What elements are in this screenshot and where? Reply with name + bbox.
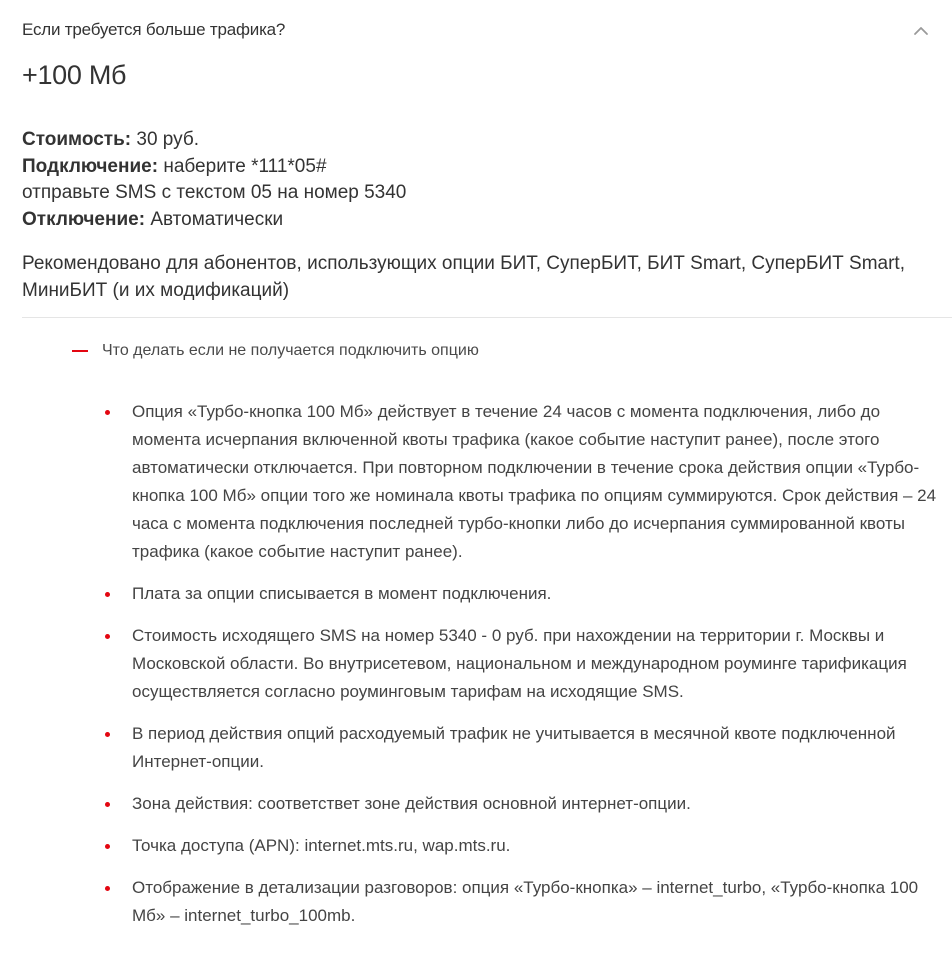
faq-list (100, 398, 952, 944)
bullet-dot-icon (105, 634, 110, 639)
list-item-text: Плата за опции списывается в момент подключения. (132, 584, 552, 603)
bullet-dot-icon (105, 592, 110, 597)
accordion-title: Если требуется больше трафика? (22, 20, 286, 39)
minus-icon (72, 350, 88, 352)
disconnect-label: Отключение: (22, 208, 146, 230)
list-item-text: Отображение в детализации разговоров: опция «Турбо-кнопка» – internet_turbo, «Турбо-кнопка 100 Мб» – internet_turbo_100mb. (132, 878, 919, 925)
list-item-text: Точка доступа (APN): internet.mts.ru, wap.mts.ru. (132, 836, 511, 855)
bullet-dot-icon (105, 886, 110, 891)
list-item (100, 874, 952, 930)
list-item-text: В период действия опций расходуемый трафик не учитывается в месячной квоте подключенной Интернет-опции. (132, 724, 896, 771)
cost-value: 30 руб. (131, 129, 200, 150)
chevron-up-icon[interactable] (910, 20, 932, 42)
list-item (100, 832, 952, 860)
recommendation-text: Рекомендовано для абонентов, использующих опции БИТ, СуперБИТ, БИТ Smart, СуперБИТ Smart, МиниБИТ (и их модификаций) (22, 253, 905, 301)
option-info (22, 127, 406, 233)
bullet-dot-icon (105, 802, 110, 807)
connect-row (22, 154, 406, 181)
list-item-text: Зона действия: соответствет зоне действия основной интернет-опции. (132, 794, 691, 813)
cost-label: Стоимость: (22, 129, 132, 150)
bullet-dot-icon (105, 844, 110, 849)
list-item (100, 622, 952, 706)
divider (22, 317, 952, 318)
disconnect-row (22, 207, 406, 234)
list-item (100, 720, 952, 776)
connect-sms-row (22, 180, 406, 207)
connect-value: наберите *111*05# (158, 155, 327, 177)
accordion-header[interactable] (22, 16, 932, 46)
list-item (100, 790, 952, 818)
connect-sms-text: отправьте SMS с текстом 05 на номер 5340 (22, 182, 407, 203)
disconnect-value: Автоматически (145, 208, 284, 230)
connect-label: Подключение: (22, 155, 159, 177)
list-item (100, 398, 952, 566)
list-item-text: Стоимость исходящего SMS на номер 5340 - 0 руб. при нахождении на территории г. Москвы и Московской области. Во внутрисетевом, национальном и международном роуминге тарификация осуществляется согласно роуминговым тарифам на исходящие SMS. (132, 626, 907, 701)
option-title: +100 Мб (22, 60, 127, 90)
bullet-dot-icon (105, 410, 110, 415)
bullet-dot-icon (105, 732, 110, 737)
faq-title: Что делать если не получается подключить опцию (102, 342, 479, 359)
list-item (100, 580, 952, 608)
cost-row (22, 127, 406, 154)
list-item-text: Опция «Турбо-кнопка 100 Мб» действует в течение 24 часов с момента подключения, либо до момента исчерпания включенной квоты трафика (какое событие наступит ранее), после этого автоматически отключается. При повторном подключении в течение срока действия опции «Турбо-кнопка 100 Мб» опции того же номинала квоты трафика по опциям суммируются. Срок действия – 24 часа с момента подключения последней турбо-кнопки либо до исчерпания суммированной квоты трафика (какое событие наступит ранее). (132, 402, 937, 561)
